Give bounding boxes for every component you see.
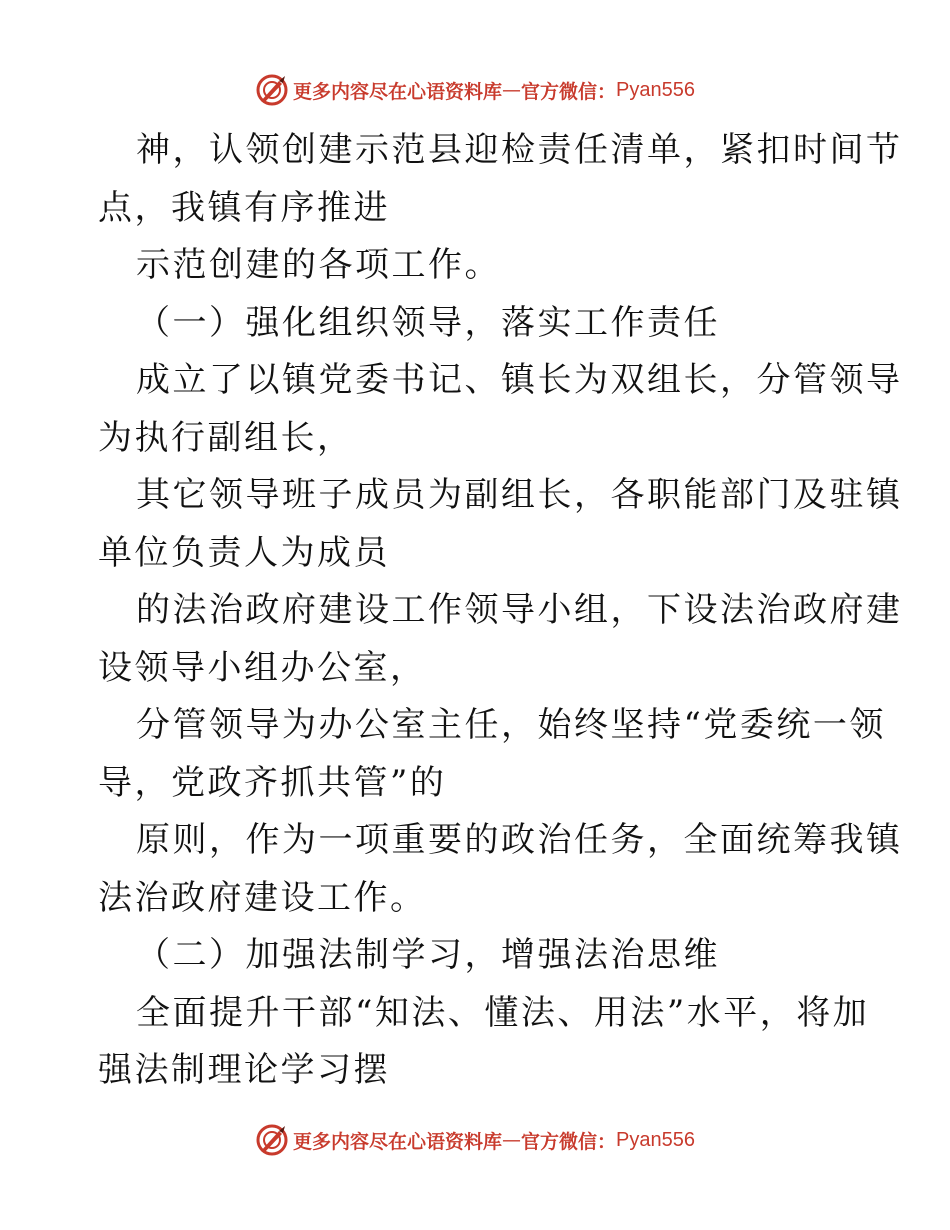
watermark-contact-id: Pyan556 bbox=[616, 78, 695, 101]
section-heading: （一）强化组织领导，落实工作责任 bbox=[136, 302, 720, 343]
document-body bbox=[98, 122, 903, 1100]
section-heading: （二）加强法制学习，增强法治思维 bbox=[136, 935, 720, 975]
watermark-site-text: 更多内容尽在心语资料库 bbox=[293, 80, 503, 103]
paragraph-line: 其它领导班子成员为副组长，各职能部门及驻镇 bbox=[136, 475, 903, 515]
paragraph-line: 分管领导为办公室主任，始终坚持“党委统一领 bbox=[136, 705, 886, 745]
paragraph-line: 神，认领创建示范县迎检责任清单，紧扣时间节 bbox=[136, 130, 903, 170]
paragraph-line: 示范创建的各项工作。 bbox=[136, 245, 501, 285]
feather-pen-circle-icon bbox=[255, 73, 289, 107]
paragraph-line: 为执行副组长， bbox=[98, 417, 354, 458]
paragraph-line: 全面提升干部“知法、懂法、用法”水平，将加 bbox=[136, 992, 870, 1033]
watermark-banner-top bbox=[0, 68, 950, 112]
watermark-separator: — bbox=[502, 79, 522, 101]
paragraph-line: 导，党政齐抓共管”的 bbox=[98, 762, 447, 803]
watermark-site-text: 更多内容尽在心语资料库 bbox=[293, 1130, 503, 1153]
paragraph-line: 强法制理论学习摆 bbox=[98, 1050, 390, 1090]
paragraph-line: 设领导小组办公室， bbox=[98, 647, 427, 688]
feather-pen-circle-icon bbox=[255, 1123, 289, 1157]
watermark-contact-label: 官方微信： bbox=[521, 80, 617, 103]
watermark-banner-bottom bbox=[0, 1118, 950, 1162]
paragraph-line: 成立了以镇党委书记、镇长为双组长，分管领导 bbox=[136, 360, 903, 400]
paragraph-line: 单位负责人为成员 bbox=[98, 532, 390, 573]
watermark-separator: — bbox=[502, 1129, 522, 1151]
watermark-contact-id: Pyan556 bbox=[616, 1128, 695, 1151]
paragraph-line: 法治政府建设工作。 bbox=[98, 877, 427, 918]
paragraph-line: 点，我镇有序推进 bbox=[98, 187, 390, 228]
paragraph-line: 的法治政府建设工作领导小组，下设法治政府建 bbox=[136, 590, 903, 630]
watermark-contact-label: 官方微信： bbox=[521, 1130, 617, 1153]
paragraph-line: 原则，作为一项重要的政治任务，全面统筹我镇 bbox=[136, 820, 903, 860]
